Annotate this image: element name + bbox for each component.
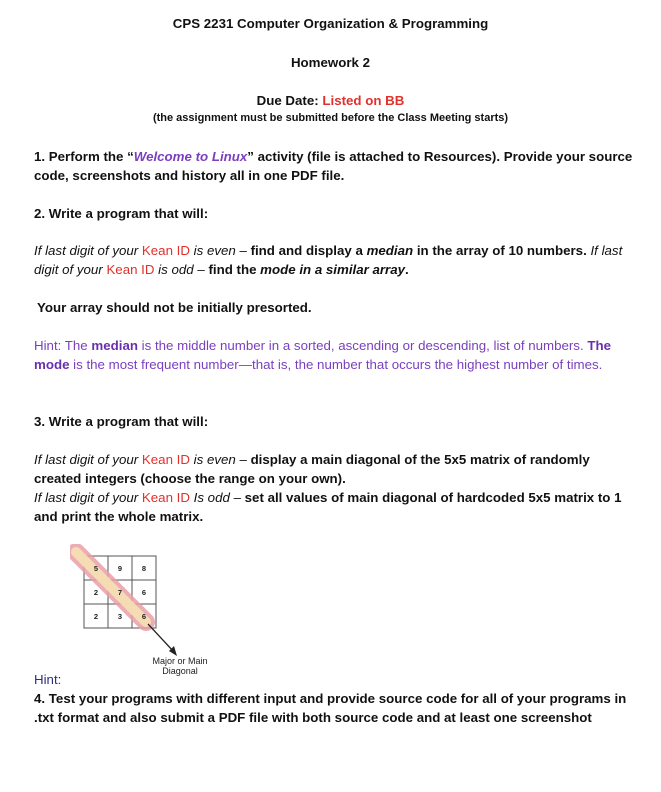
q3-kean-id-2: Kean ID — [141, 490, 190, 505]
q1-text-a: 1. Perform the “ — [34, 149, 134, 164]
presorted-note: Your array should not be initially presorted. — [37, 300, 312, 315]
q3-even-task: display a main diagonal of the 5x5 matrix of randomly created integers (choose the range on your own). — [34, 452, 590, 486]
q2-cond-odd: If last digit of your — [34, 243, 623, 277]
homework-title: Homework 2 — [290, 55, 371, 70]
cell-5: 5 — [93, 564, 99, 573]
diagonal-caption-1: Major or Main — [152, 656, 208, 666]
q2-task-b: in the array of 10 numbers. — [413, 243, 591, 258]
q2-mode-phrase: mode in a similar array — [260, 262, 406, 277]
diagonal-caption-2: Diagonal — [162, 666, 198, 676]
q3-kean-id: Kean ID — [141, 452, 190, 467]
q2-period: . — [405, 262, 409, 277]
q2-task-c: find the — [208, 262, 261, 277]
q3-odd-task: set all values of main diagonal of hardcoded 5x5 matrix to 1 and print the whole matrix. — [34, 490, 622, 524]
diagonal-highlight — [76, 552, 146, 622]
q2-hint — [34, 336, 634, 374]
due-date — [0, 93, 661, 108]
q2-kean-id: Kean ID — [141, 243, 190, 258]
course-title: CPS 2231 Computer Organization & Programming — [172, 16, 489, 31]
q2-task-a: find and display a — [250, 243, 367, 258]
question-3-odd — [34, 488, 634, 526]
q3-cond-even: If last digit of your — [34, 452, 142, 467]
hint-text-b: is the middle number in a sorted, ascending or descending, list of numbers. — [137, 338, 588, 353]
q2-cond-even: If last digit of your — [34, 243, 142, 258]
q3-odd-text: Is odd – — [189, 490, 245, 505]
question-3-even — [34, 450, 634, 488]
question-2-body — [34, 241, 634, 279]
cell-2a: 2 — [93, 588, 99, 597]
cell-2b: 2 — [93, 612, 99, 621]
submission-note: (the assignment must be submitted before the Class Meeting starts) — [152, 112, 509, 124]
hint-text-a: Hint: The — [34, 338, 92, 353]
q1-text-b: ” activity (file is attached to Resources). Provide your source code, screenshots and history all in one PDF file. — [34, 149, 633, 183]
cell-6b: 6 — [141, 612, 147, 621]
q2-even-text: is even – — [189, 243, 251, 258]
diagonal-arrow — [148, 624, 177, 656]
cell-8: 8 — [141, 564, 147, 573]
q2-median: median — [366, 243, 414, 258]
cell-9: 9 — [117, 564, 123, 573]
due-label: Due Date: — [256, 93, 323, 108]
question-3-title: 3. Write a program that will: — [34, 414, 209, 429]
q3-cond-odd: If last digit of your — [34, 490, 142, 505]
cell-6a: 6 — [141, 588, 147, 597]
hint-mode: The mode — [34, 338, 611, 372]
hint-label: Hint: — [34, 672, 62, 687]
q1-activity-name: Welcome to Linux — [133, 149, 248, 164]
q2-odd-text: is odd – — [154, 262, 209, 277]
question-1 — [34, 147, 634, 185]
question-2-title: 2. Write a program that will: — [34, 206, 209, 221]
q3-even-text: is even – — [189, 452, 251, 467]
hint-text-c: is the most frequent number—that is, the number that occurs the highest number of times. — [69, 357, 603, 372]
cell-7: 7 — [117, 588, 123, 597]
cell-3: 3 — [117, 612, 123, 621]
q2-kean-id-2: Kean ID — [106, 262, 155, 277]
question-4: 4. Test your programs with different input and provide source code for all of your programs in .txt format and also submit a PDF file with both source code and at least one screenshot — [34, 691, 627, 725]
main-diagonal-figure — [70, 544, 216, 684]
hint-median: median — [91, 338, 138, 353]
due-value: Listed on BB — [322, 93, 405, 108]
